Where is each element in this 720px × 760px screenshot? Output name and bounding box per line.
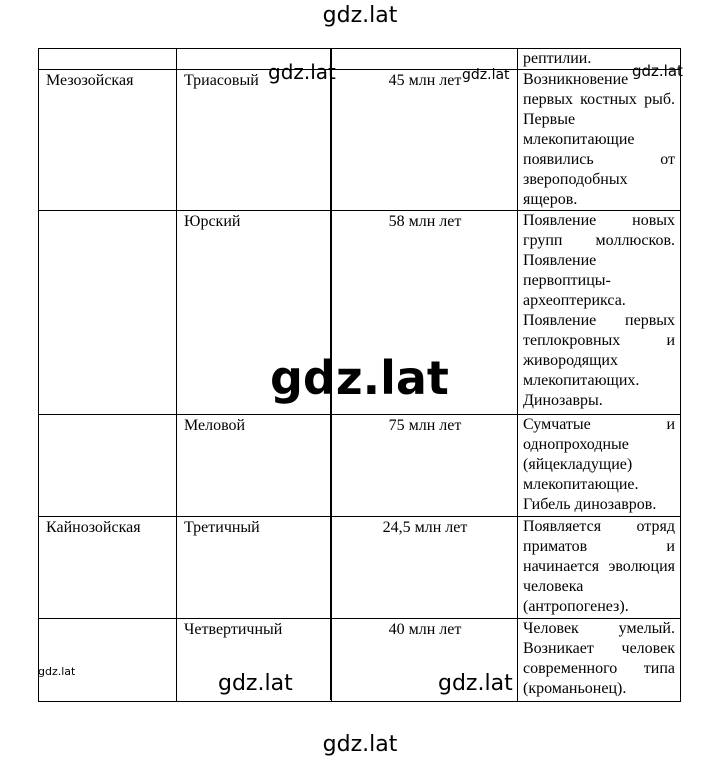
watermark-bottom: gdz.lat bbox=[322, 732, 398, 757]
period-cell: Третичный bbox=[177, 517, 332, 619]
watermark-small: gdz.lat bbox=[38, 665, 76, 678]
table-row bbox=[39, 49, 681, 70]
duration-cell: 40 млн лет bbox=[332, 619, 518, 702]
duration-cell: 75 млн лет bbox=[332, 415, 518, 517]
watermark-small: gdz.lat bbox=[462, 67, 510, 83]
period-cell: Меловой bbox=[177, 415, 332, 517]
era-cell bbox=[39, 415, 177, 517]
era-cell bbox=[39, 619, 177, 702]
era-cell bbox=[39, 211, 177, 415]
duration-cell: 24,5 млн лет bbox=[332, 517, 518, 619]
table-row bbox=[39, 70, 681, 211]
events-cell: Человек умелый. Возникает человек современного типа (кроманьонец). bbox=[518, 619, 681, 702]
watermark-small: gdz.lat bbox=[438, 671, 513, 696]
events-cell: Возникновение первых костных рыб. Первые млекопитающие появились от звероподобных ящеров. bbox=[518, 70, 681, 211]
period-cell: Юрский bbox=[177, 211, 332, 415]
events-cell: рептилии. bbox=[518, 49, 681, 70]
watermark-large: gdz.lat bbox=[270, 351, 449, 405]
table-row bbox=[39, 517, 681, 619]
period-cell: Триасовый bbox=[177, 70, 332, 211]
table-row bbox=[39, 415, 681, 517]
era-cell: Кайнозойская bbox=[39, 517, 177, 619]
watermark-small: gdz.lat bbox=[218, 671, 293, 696]
events-cell: Сумчатые и однопроходные (яйцекладущие) млекопитающие. Гибель динозавров. bbox=[518, 415, 681, 517]
watermark-small: gdz.lat bbox=[268, 60, 336, 84]
duration-cell: 45 млн лет bbox=[332, 70, 518, 211]
duration-cell: 58 млн лет bbox=[332, 211, 518, 415]
era-cell: Мезозойская bbox=[39, 70, 177, 211]
watermark-top: gdz.lat bbox=[322, 3, 398, 28]
table-row bbox=[39, 619, 681, 702]
events-cell: Появление новых групп моллюсков. Появление первоптицы-археоптерикса. Появление первых теплокровных и живородящих млекопитающих. Динозавры. bbox=[518, 211, 681, 415]
era-cell bbox=[39, 49, 177, 70]
events-cell: Появляется отряд приматов и начинается эволюция человека (антропогенез). bbox=[518, 517, 681, 619]
period-cell: Четвертичный bbox=[177, 619, 332, 702]
watermark-small: gdz.lat bbox=[632, 62, 683, 80]
